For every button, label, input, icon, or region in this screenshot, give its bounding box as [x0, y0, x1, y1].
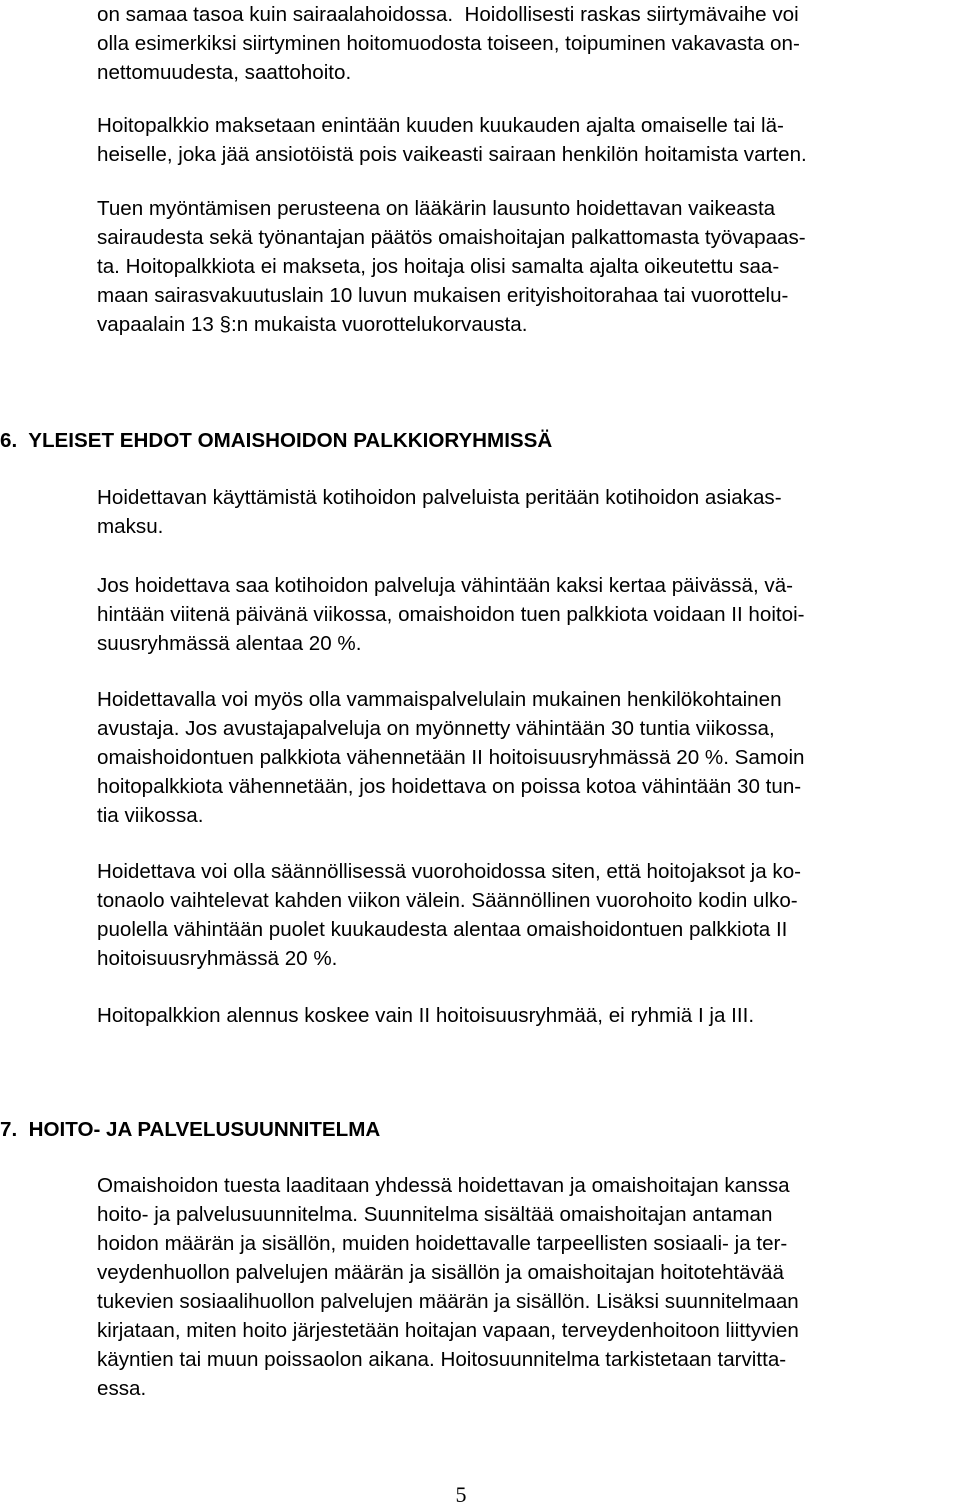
text-line: maksu.: [97, 515, 164, 538]
text-line: hoitopalkkiota vähennetään, jos hoidettava on poissa kotoa vähintään 30 tun-: [97, 775, 802, 798]
text-line: omaishoidontuen palkkiota vähennetään II hoitoisuusryhmässä 20 %. Samoin: [97, 746, 805, 769]
text-line: nettomuudesta, saattohoito.: [97, 61, 352, 84]
text-line: puolella vähintään puolet kuukaudesta alentaa omaishoidontuen palkkiota II: [97, 918, 788, 941]
text-line: vapaalain 13 §:n mukaista vuorottelukorvausta.: [97, 313, 528, 336]
text-line: käyntien tai muun poissaolon aikana. Hoitosuunnitelma tarkistetaan tarvitta-: [97, 1348, 787, 1371]
page-number: 5: [455, 1482, 467, 1507]
text-line: heiselle, joka jää ansiotöistä pois vaikeasti sairaan henkilön hoitamista varten.: [97, 143, 807, 166]
text-line: tia viikossa.: [97, 804, 204, 827]
heading-line: 7. HOITO- JA PALVELUSUUNNITELMA: [0, 1118, 381, 1141]
text-line: Hoidettava voi olla säännöllisessä vuorohoidossa siten, että hoitojaksot ja ko-: [97, 860, 802, 883]
text-line: tukevien sosiaalihuollon palvelujen määrän ja sisällön. Lisäksi suunnitelmaan: [97, 1290, 799, 1313]
text-line: tonaolo vaihtelevat kahden viikon välein. Säännöllinen vuorohoito kodin ulko-: [97, 889, 798, 912]
heading-line: 6. YLEISET EHDOT OMAISHOIDON PALKKIORYHMISSÄ: [0, 429, 553, 452]
text-line: suusryhmässä alentaa 20 %.: [97, 632, 362, 655]
text-line: Jos hoidettava saa kotihoidon palveluja vähintään kaksi kertaa päivässä, vä-: [97, 574, 794, 597]
text-line: ta. Hoitopalkkiota ei makseta, jos hoitaja olisi samalta ajalta oikeutettu saa-: [97, 255, 780, 278]
text-line: Hoidettavan käyttämistä kotihoidon palveluista peritään kotihoidon asiakas-: [97, 486, 782, 509]
text-line: hoidon määrän ja sisällön, muiden hoidettavalle tarpeellisten sosiaali- ja ter-: [97, 1232, 788, 1255]
text-line: Hoitopalkkio maksetaan enintään kuuden kuukauden ajalta omaiselle tai lä-: [97, 114, 784, 137]
text-line: kirjataan, miten hoito järjestetään hoitajan vapaan, terveydenhoitoon liittyvien: [97, 1319, 799, 1342]
text-line: maan sairasvakuutuslain 10 luvun mukaisen erityishoitorahaa tai vuorottelu-: [97, 284, 789, 307]
text-line: Hoidettavalla voi myös olla vammaispalvelulain mukainen henkilökohtainen: [97, 688, 782, 711]
text-line: Tuen myöntämisen perusteena on lääkärin lausunto hoidettavan vaikeasta: [97, 197, 776, 220]
text-line: Hoitopalkkion alennus koskee vain II hoitoisuusryhmää, ei ryhmiä I ja III.: [97, 1004, 755, 1027]
text-line: sairaudesta sekä työnantajan päätös omaishoitajan palkattomasta työvapaas-: [97, 226, 806, 249]
text-line: hoito- ja palvelusuunnitelma. Suunnitelma sisältää omaishoitajan antaman: [97, 1203, 773, 1226]
text-line: olla esimerkiksi siirtyminen hoitomuodosta toiseen, toipuminen vakavasta on-: [97, 32, 800, 55]
text-line: on samaa tasoa kuin sairaalahoidossa. Hoidollisesti raskas siirtymävaihe voi: [97, 3, 799, 26]
text-line: hoitoisuusryhmässä 20 %.: [97, 947, 338, 970]
text-line: essa.: [97, 1377, 147, 1400]
text-line: veydenhuollon palvelujen määrän ja sisällön ja omaishoitajan hoitotehtävää: [97, 1261, 784, 1284]
text-line: Omaishoidon tuesta laaditaan yhdessä hoidettavan ja omaishoitajan kanssa: [97, 1174, 790, 1197]
text-line: avustaja. Jos avustajapalveluja on myönnetty vähintään 30 tuntia viikossa,: [97, 717, 775, 740]
text-line: hintään viitenä päivänä viikossa, omaishoidon tuen palkkiota voidaan II hoitoi-: [97, 603, 805, 626]
